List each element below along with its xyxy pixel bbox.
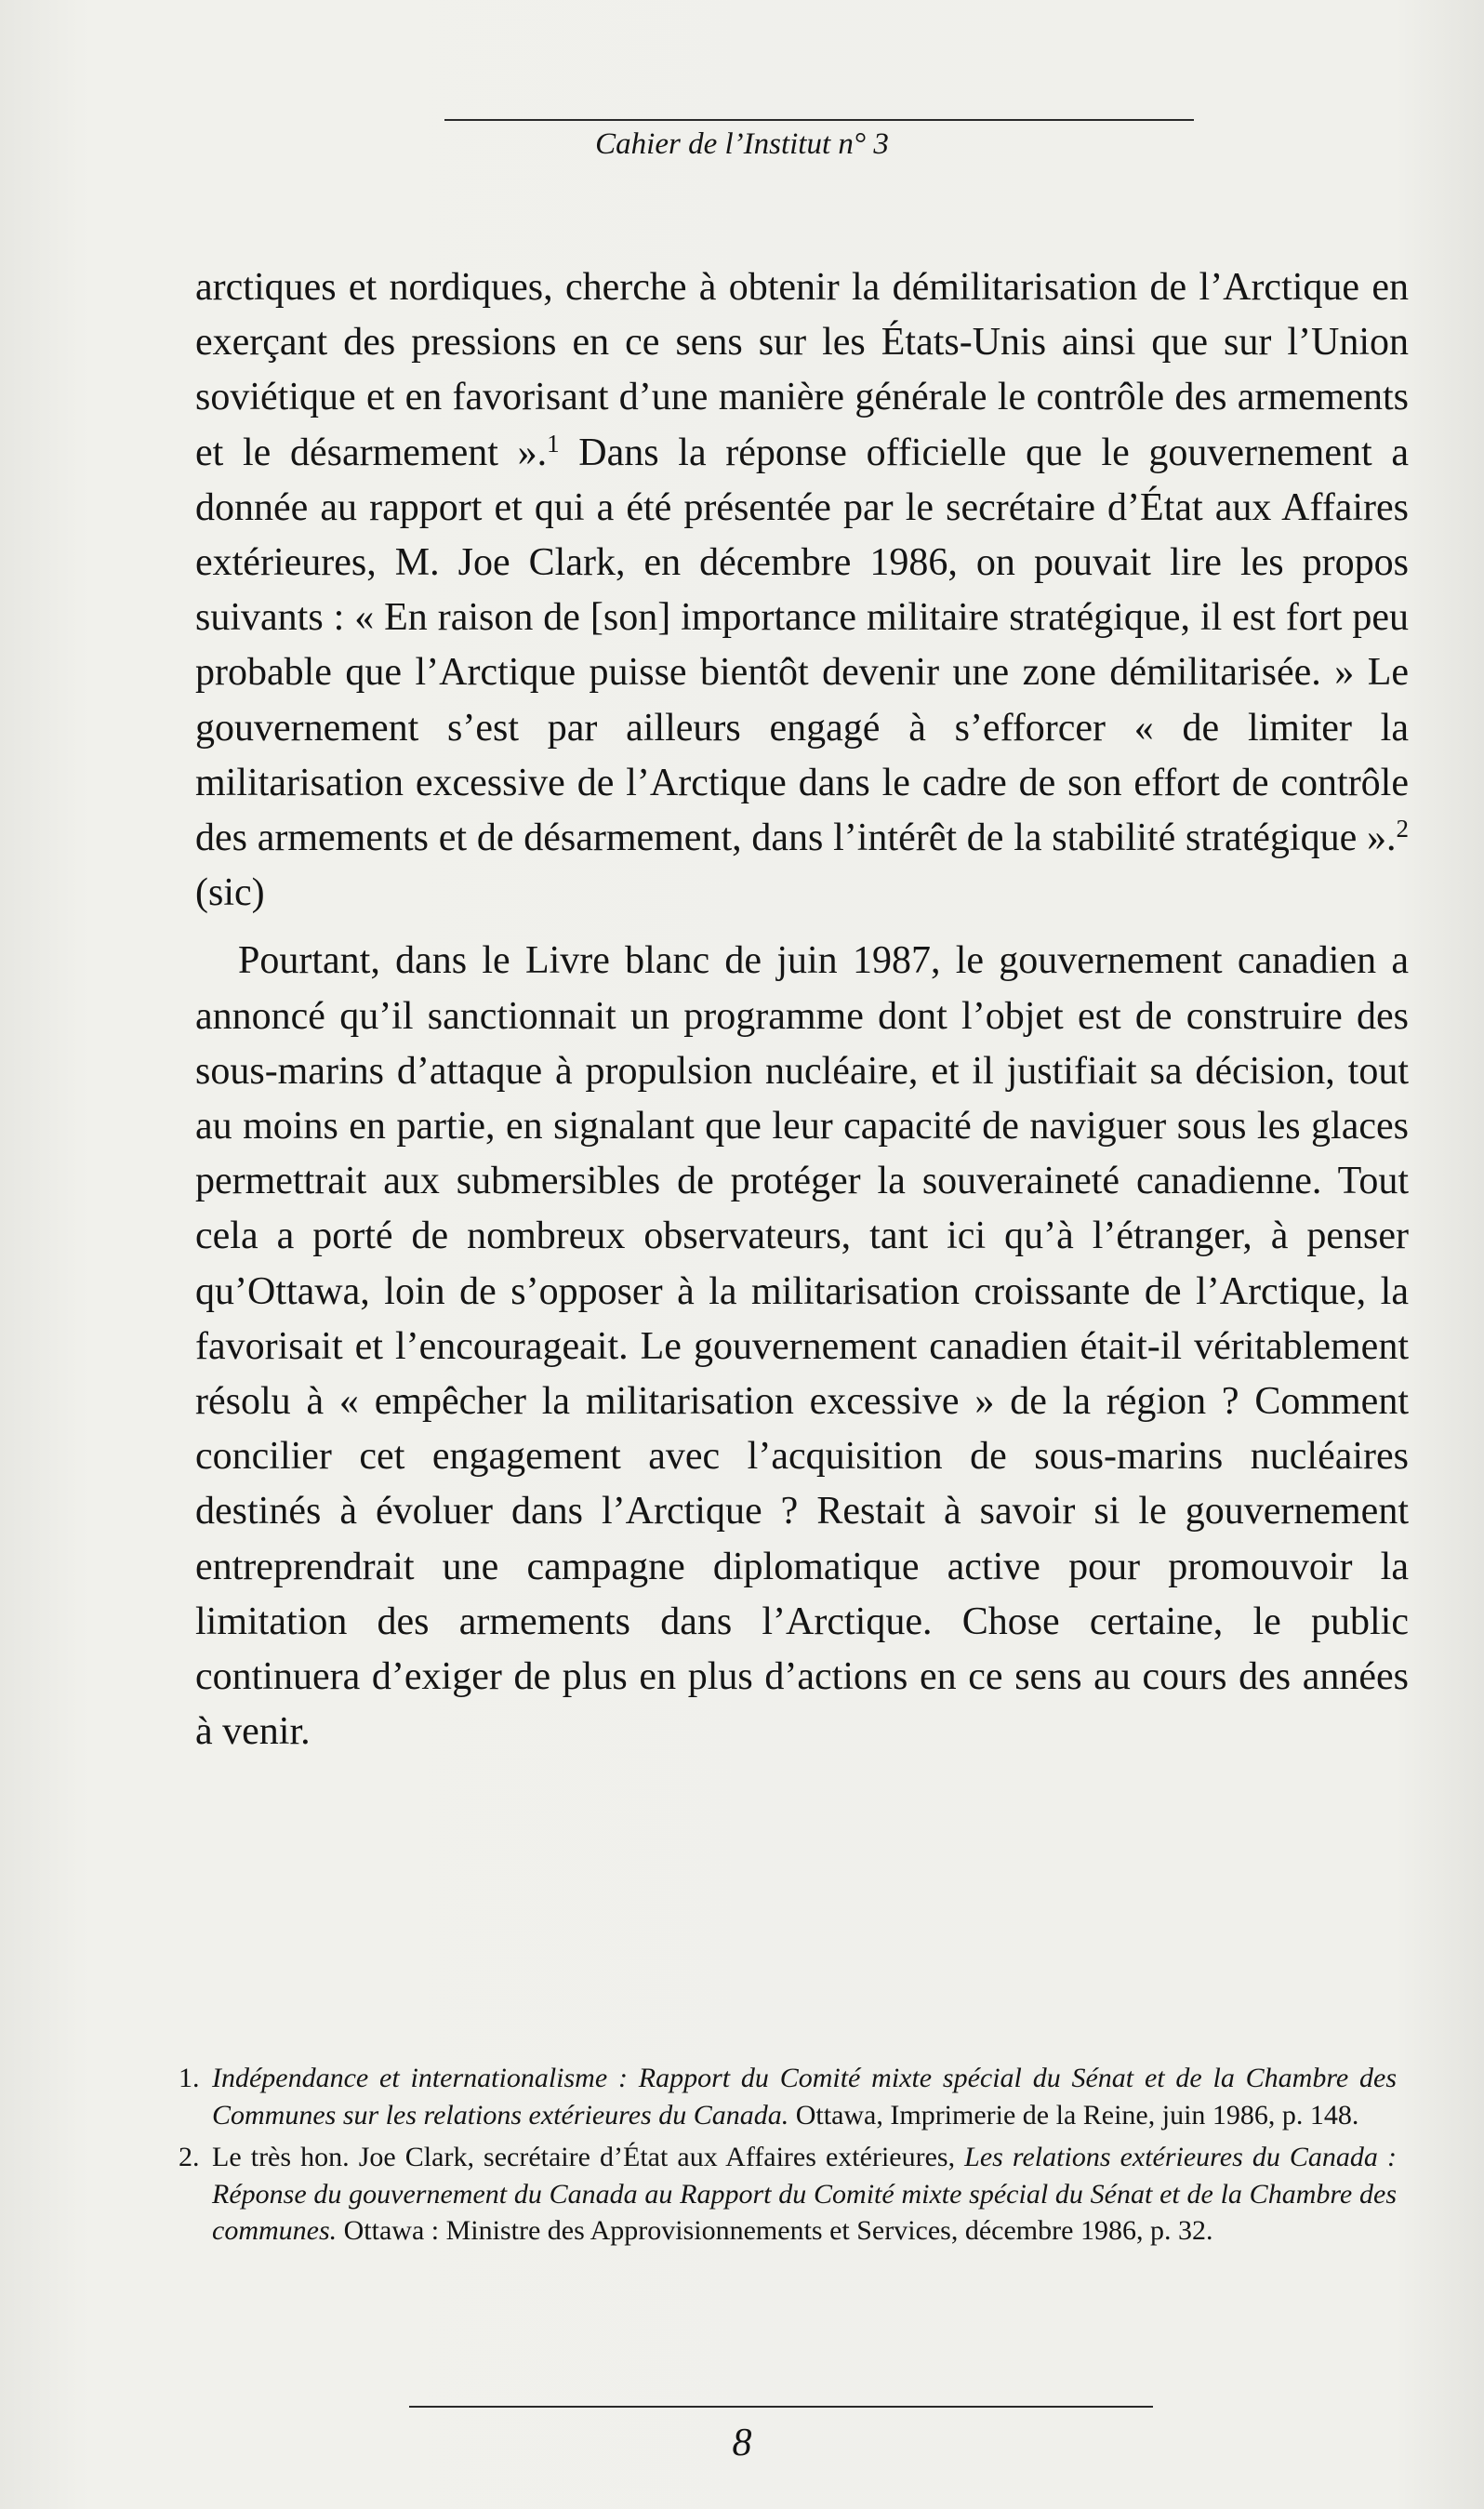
footnote-1 — [179, 2060, 1397, 2133]
footnote-number: 2. — [179, 2142, 200, 2172]
footnotes — [179, 2060, 1397, 2255]
paragraph-1-text-a: arctiques et nordiques, cherche à obtenir la démilitarisation de l’Arctique en exerçant des pressions en ce sens sur les États-Unis ainsi que sur l’Union soviétique et en favorisant d’une manière générale le contrôle des armements et le désarmement ». — [195, 266, 1409, 474]
paragraph-2: Pourtant, dans le Livre blanc de juin 1987, le gouvernement canadien a annoncé qu’il sanctionnait un programme dont l’objet est de construire des sous-marins d’attaque à propulsion nucléaire, et il justifiait sa décision, tout au moins en partie, en signalant que leur capacité de naviguer sous les glaces permettrait aux submersibles de protéger la souveraineté canadienne. Tout cela a porté de nombreux observateurs, tant ici qu’à l’étranger, à penser qu’Ottawa, loin de s’opposer à la militarisation croissante de l’Arctique, la favorisait et l’encourageait. Le gouvernement canadien était-il véritablement résolu à « empêcher la militarisation excessive » de la région ? Comment concilier cet engagement avec l’acquisition de sous-marins nucléaires destinés à évoluer dans l’Arctique ? Restait à savoir si le gouvernement entreprendrait une campagne diplomatique active pour promouvoir la limitation des armements dans l’Arctique. Chose certaine, le public continuera d’exiger de plus en plus d’actions en ce sens au cours des années à venir. — [195, 939, 1409, 1754]
footnote-title: Indépendance et internationalisme : Rapport du Comité mixte spécial du Sénat et de la Chambre des Communes sur les relations extérieures du Canada. — [212, 2063, 1397, 2131]
footnote-ref-2: 2 — [1396, 815, 1409, 843]
page-number: 8 — [732, 2422, 752, 2464]
footnote-ref-1: 1 — [547, 429, 560, 458]
footer-rule — [409, 2406, 1153, 2408]
footnote-citation: Ottawa, Imprimerie de la Reine, juin 1986, p. 148. — [788, 2099, 1359, 2131]
running-head: Cahier de l’Institut n° 3 — [595, 127, 889, 161]
footnote-number: 1. — [179, 2063, 200, 2093]
paragraph-1-text-c: (sic) — [195, 871, 265, 915]
footnote-2 — [179, 2139, 1397, 2250]
footnote-author: Le très hon. Joe Clark, secrétaire d’État aux Affaires extérieures, — [212, 2142, 965, 2172]
header-rule — [444, 119, 1194, 121]
footnote-citation: Ottawa : Ministre des Approvisionnements et Services, décembre 1986, p. 32. — [337, 2215, 1213, 2246]
paragraph-1-text-b: Dans la réponse officielle que le gouvernement a donnée au rapport et qui a été présentée par le secrétaire d’État aux Affaires extérieures, M. Joe Clark, en décembre 1986, on pouvait lire les propos suivants : « En raison de [son] importance militaire stratégique, il est fort peu probable que l’Arctique puisse bientôt devenir une zone démilitarisée. » Le gouvernement s’est par ailleurs engagé à s’efforcer « de limiter la militarisation excessive de l’Arctique dans le cadre de son effort de contrôle des armements et de désarmement, dans l’intérêt de la stabilité stratégique ». — [195, 431, 1409, 860]
paragraph-1 — [195, 260, 1409, 921]
main-text — [195, 260, 1409, 1759]
footnote-title: Les relations extérieures du Canada : Réponse du gouvernement du Canada au Rapport du Comité mixte spécial du Sénat et de la Chambre des communes. — [212, 2142, 1398, 2246]
